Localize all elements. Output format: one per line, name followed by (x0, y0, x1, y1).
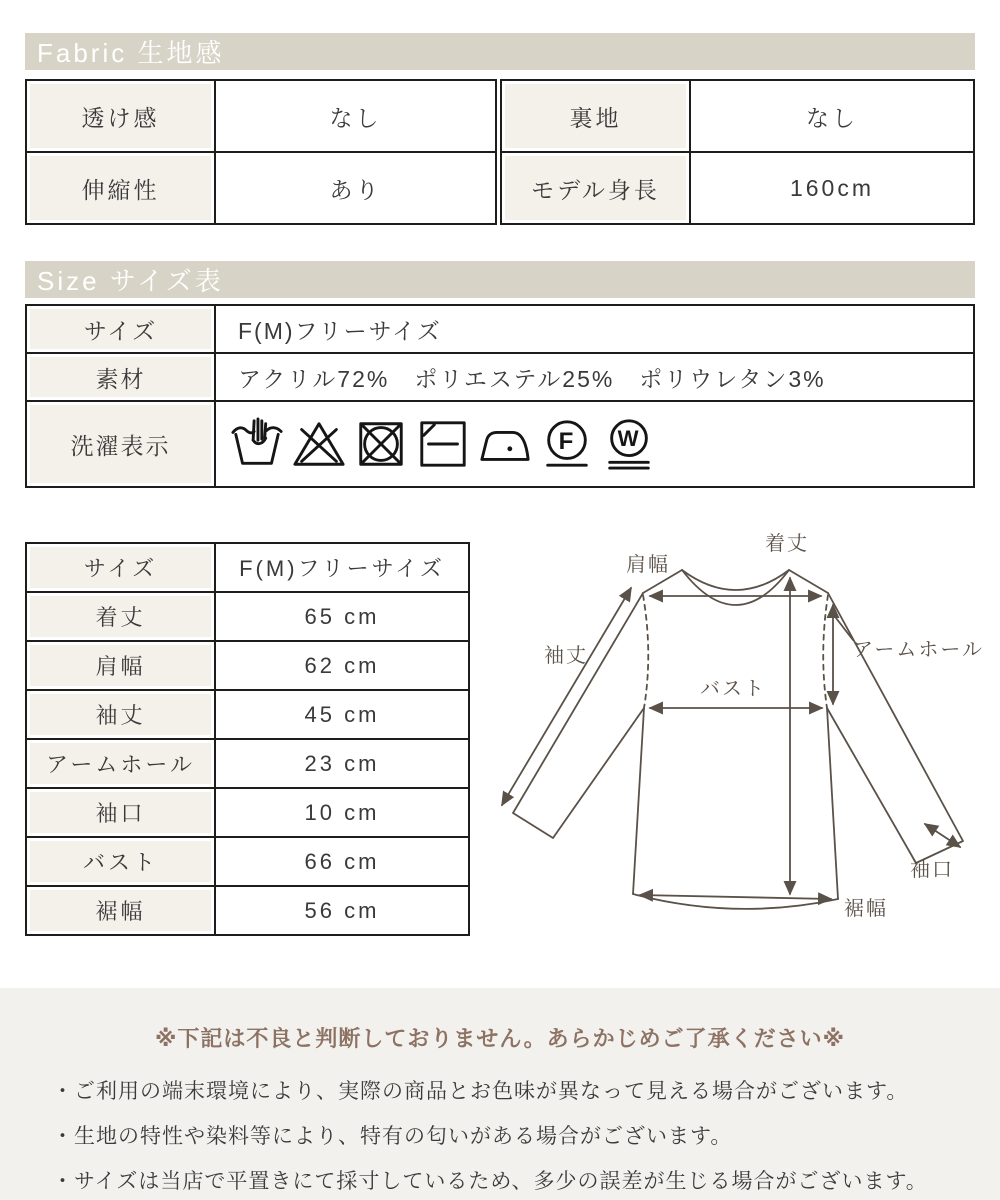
body-length-label: 着丈 (765, 533, 809, 555)
table-row (26, 739, 469, 788)
hem-arrow (640, 895, 831, 899)
row-label-cell: 素材 (26, 353, 215, 401)
armhole-dashed-left (643, 595, 648, 708)
note-item: ・ご利用の端末環境により、実際の商品とお色味が異なって見える場合がございます。 (52, 1080, 909, 1103)
row-label-cell: 袖丈 (26, 690, 215, 739)
armhole-dashed-right (823, 595, 828, 708)
fabric-table-right (500, 79, 975, 225)
row-value-cell: 66 cm (215, 837, 469, 886)
dry-flat-in-shade-icon (416, 417, 470, 471)
row-value-cell: 160cm (690, 152, 974, 224)
table-row (26, 305, 974, 353)
fabric-section-header: Fabric 生地感 (25, 33, 975, 70)
table-row (26, 592, 469, 641)
row-label-cell: 伸縮性 (26, 152, 215, 224)
do-not-tumble-dry-icon (354, 417, 408, 471)
hand-wash-icon (230, 417, 284, 471)
care-icons-cell (215, 401, 974, 487)
table-row (26, 401, 974, 487)
row-label-cell: 裾幅 (26, 886, 215, 935)
wet-clean-very-gentle-icon (602, 417, 656, 471)
disclaimer-list (52, 1069, 948, 1200)
table-row (26, 690, 469, 739)
spec-table (25, 304, 975, 488)
disclaimer-panel (0, 988, 1000, 1200)
row-label-cell: サイズ (26, 305, 215, 353)
sleeve-arrow (502, 588, 631, 805)
disclaimer-title: ※下記は不良と判断しておりません。あらかじめご了承ください※ (154, 1026, 846, 1051)
note-item: ・サイズは当店で平置きにて採寸しているため、多少の誤差が生じる場合がございます。 (52, 1170, 928, 1193)
do-not-bleach-icon (292, 417, 346, 471)
svg-text:W: W (617, 425, 641, 451)
row-value-cell: 56 cm (215, 886, 469, 935)
table-row (26, 152, 496, 224)
bust-label: バスト (700, 678, 766, 700)
row-label-cell: サイズ (26, 543, 215, 592)
table-row (26, 543, 469, 592)
svg-text:F: F (558, 427, 576, 455)
hem-width-label: 裾幅 (844, 898, 888, 920)
table-row (26, 788, 469, 837)
body-sides (633, 708, 838, 899)
row-value-cell: 62 cm (215, 641, 469, 690)
row-value-cell: なし (690, 80, 974, 152)
row-label-cell: バスト (26, 837, 215, 886)
table-row (501, 80, 974, 152)
iron-low-heat-icon (478, 417, 532, 471)
row-label-cell: モデル身長 (501, 152, 690, 224)
row-label-cell: 袖口 (26, 788, 215, 837)
shoulder-width-label: 肩幅 (626, 554, 670, 576)
row-label-cell: 洗濯表示 (26, 401, 215, 487)
row-value-cell: 23 cm (215, 739, 469, 788)
row-value-cell: 10 cm (215, 788, 469, 837)
sleeve-length-label: 袖丈 (544, 645, 588, 667)
row-label-cell: 肩幅 (26, 641, 215, 690)
dry-clean-petroleum-gentle-icon (540, 417, 594, 471)
row-label-cell: 透け感 (26, 80, 215, 152)
row-value-cell: 45 cm (215, 690, 469, 739)
row-value-cell: なし (215, 80, 496, 152)
row-value-cell: F(M)フリーサイズ (215, 305, 974, 353)
table-row (26, 353, 974, 401)
neckline-inner (682, 570, 789, 605)
size-section-header: Size サイズ表 (25, 261, 975, 298)
table-row (26, 641, 469, 690)
row-value-cell: 65 cm (215, 592, 469, 641)
table-row (26, 886, 469, 935)
measurements-section (25, 533, 984, 958)
fabric-tables (25, 79, 975, 225)
row-value-cell: アクリル72% ポリエステル25% ポリウレタン3% (215, 353, 974, 401)
fabric-table-left (25, 79, 497, 225)
table-row (26, 80, 496, 152)
measurements-table (25, 542, 470, 936)
row-value-cell: F(M)フリーサイズ (215, 543, 469, 592)
row-value-cell: あり (215, 152, 496, 224)
left-sleeve (513, 593, 644, 838)
armhole-label: アームホール (853, 639, 984, 661)
note-item: ・生地の特性や染料等により、特有の匂いがある場合がございます。 (52, 1125, 733, 1148)
cuff-label: 袖口 (910, 859, 954, 881)
row-label-cell: アームホール (26, 739, 215, 788)
row-label-cell: 着丈 (26, 592, 215, 641)
row-label-cell: 裏地 (501, 80, 690, 152)
table-row (26, 837, 469, 886)
table-row (501, 152, 974, 224)
armhole-leader-line (836, 618, 853, 640)
garment-diagram (476, 528, 1000, 958)
